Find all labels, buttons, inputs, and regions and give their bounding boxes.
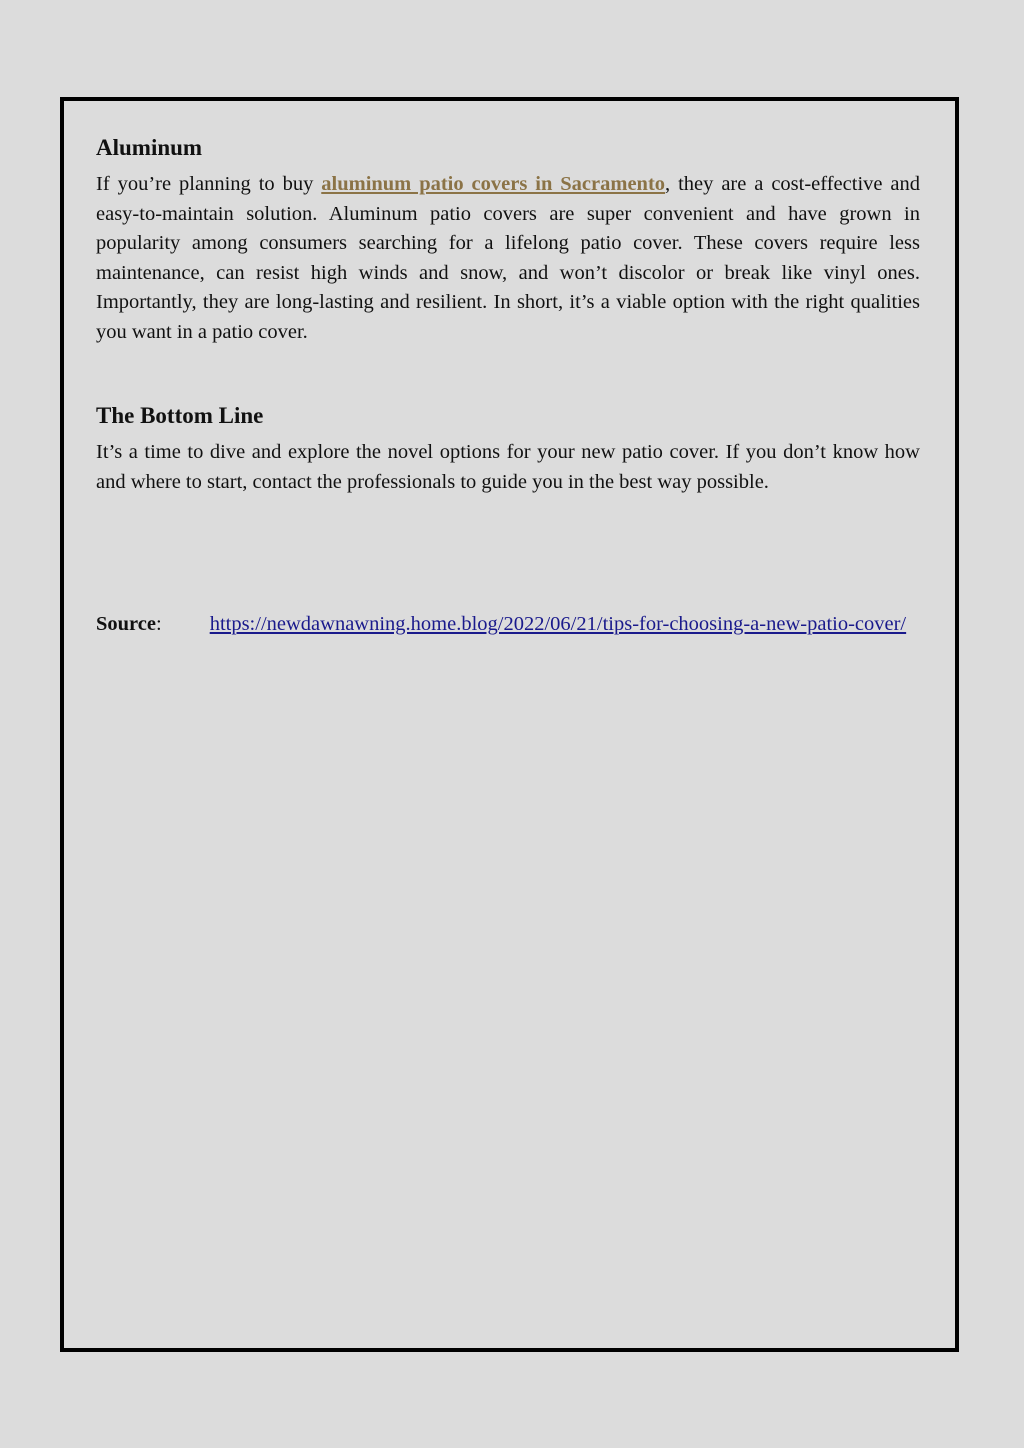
source-separator: :	[155, 613, 162, 635]
aluminum-section	[96, 134, 920, 347]
bottom-line-section	[96, 402, 920, 497]
source-url-link[interactable]: https://newdawnawning.home.blog/2022/06/21/tips-for-choosing-a-new-patio-cover/	[209, 613, 907, 635]
aluminum-heading: Aluminum	[96, 135, 203, 160]
aluminum-text-rest: , they are a cost-effective and easy-to-maintain solution. Aluminum patio covers are super convenient and have grown in popularity among consumers searching for a lifelong patio cover. These covers require less maintenance, can resist high winds and snow, and won’t discolor or break like vinyl ones. Importantly, they are long-lasting and resilient. In short, it’s a viable option with the right qualities you want in a patio cover.	[96, 173, 921, 343]
aluminum-patio-covers-link[interactable]: aluminum patio covers in Sacramento	[321, 173, 666, 195]
document-body	[96, 134, 920, 640]
aluminum-text-start: If you’re planning to buy	[96, 173, 322, 195]
bottom-line-paragraph: It’s a time to dive and explore the novel options for your new patio cover. If you don’t know how and where to start, contact the professionals to guide you in the best way possible.	[96, 441, 920, 493]
bottom-line-heading: The Bottom Line	[96, 403, 264, 428]
source-citation	[96, 610, 922, 640]
aluminum-paragraph	[96, 170, 920, 347]
source-label: Source	[96, 613, 156, 635]
